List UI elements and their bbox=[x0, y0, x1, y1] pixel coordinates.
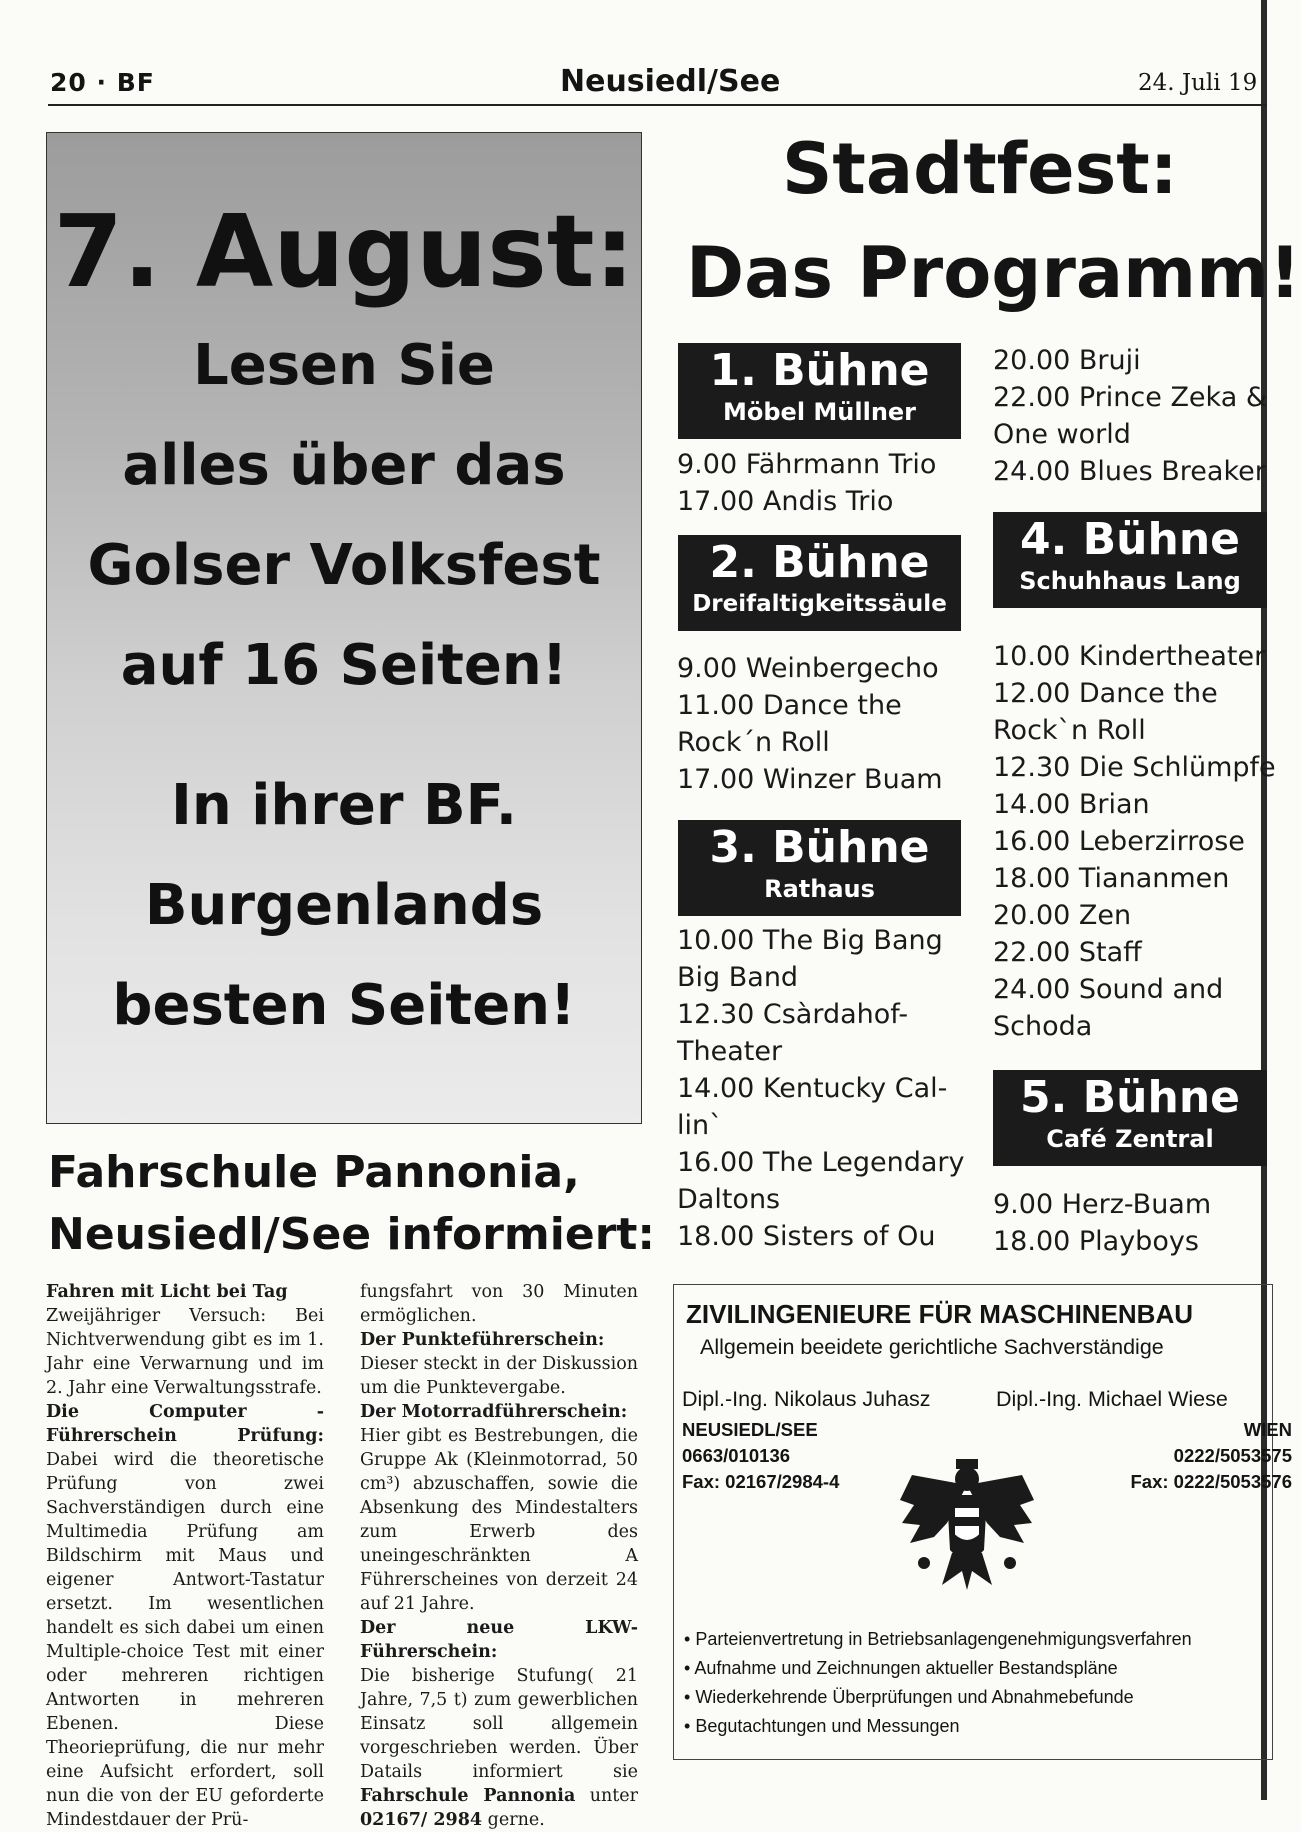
stage-name: 3. Bühne bbox=[709, 822, 930, 873]
school-phone: 02167/ 2984 bbox=[360, 1810, 483, 1830]
act-item: 10.00 Kindertheater bbox=[993, 641, 1266, 672]
act-item: Big Band bbox=[677, 962, 799, 993]
advert-line: Burgenlands bbox=[144, 873, 544, 938]
headline-line: Fahrschule Pannonia, bbox=[48, 1147, 580, 1198]
act-item: 17.00 Winzer Buam bbox=[677, 764, 943, 795]
engineer-name: Dipl.-Ing. Nikolaus Juhasz bbox=[682, 1387, 931, 1411]
stage-name: 1. Bühne bbox=[709, 345, 930, 396]
advert-line: auf 16 Seiten! bbox=[120, 633, 568, 698]
paragraph: Zweijähriger Versuch: Bei Nichtverwendung gibt es im 1. Jahr eine Verwarnung und im 2. Jahr eine Verwaltungsstrafe. bbox=[46, 1306, 324, 1398]
act-item: 14.00 Kentucky Cal- bbox=[677, 1073, 948, 1104]
engineer-contact bbox=[682, 1417, 839, 1495]
contact-city: WIEN bbox=[1243, 1419, 1292, 1440]
act-item: 24.00 Blues Breaker bbox=[993, 456, 1266, 487]
act-item: Theater bbox=[677, 1036, 783, 1067]
paragraph: Hier gibt es Bestrebungen, die Gruppe Ak (Kleinmotorrad, 50 cm³) abzuschaffen, sowie die Absenkung des Mindestalters zum Erwerb des uneingeschränkten A Führerscheines von derzeit 24 auf 21 Jahre. bbox=[360, 1426, 638, 1614]
austrian-eagle-icon bbox=[892, 1445, 1042, 1595]
contact-phone: 0222/5053575 bbox=[1173, 1445, 1292, 1466]
act-item: 16.00 The Legendary bbox=[677, 1147, 965, 1178]
advert-heading: ZIVILINGENIEURE FÜR MASCHINENBAU bbox=[686, 1299, 1194, 1329]
subheading: Die Computer - Führerschein Prüfung: bbox=[46, 1402, 324, 1446]
paragraph: Dieser steckt in der Diskussion um die Punktevergabe. bbox=[360, 1354, 638, 1398]
act-item: 20.00 Bruji bbox=[993, 345, 1141, 376]
issue-date: 24. Juli 19 bbox=[1138, 70, 1258, 96]
headline-line: Neusiedl/See informiert: bbox=[48, 1209, 656, 1260]
act-item: 10.00 The Big Bang bbox=[677, 925, 943, 956]
engineer-name: Dipl.-Ing. Michael Wiese bbox=[996, 1387, 1228, 1411]
subheading: Der neue LKW-Führerschein: bbox=[360, 1618, 638, 1662]
act-item: Rock`n Roll bbox=[993, 715, 1146, 746]
volksfest-advert bbox=[46, 132, 642, 1124]
stage-name: 5. Bühne bbox=[1020, 1072, 1240, 1123]
stage-2-box bbox=[678, 535, 961, 631]
paragraph: fungsfahrt von 30 Minuten ermöglichen. bbox=[360, 1282, 638, 1326]
header-rule bbox=[48, 104, 1267, 106]
subheading: Der Punkteführerschein: bbox=[360, 1330, 605, 1350]
act-item: 22.00 Staff bbox=[993, 937, 1142, 968]
article-column-2 bbox=[360, 1280, 638, 1832]
list-item: • Parteienvertretung in Betriebsanlagengenehmigungsverfahren bbox=[684, 1625, 1192, 1654]
contact-fax: Fax: 02167/2984-4 bbox=[682, 1471, 840, 1492]
advert-line: Golser Volksfest bbox=[87, 533, 601, 598]
act-item: Schoda bbox=[993, 1011, 1093, 1042]
stage-name: 2. Bühne bbox=[709, 537, 930, 588]
contact-city: NEUSIEDL/SEE bbox=[682, 1419, 818, 1440]
stage-5-acts bbox=[993, 1186, 1211, 1260]
stage-4-box bbox=[993, 512, 1267, 608]
act-item: 11.00 Dance the bbox=[677, 690, 902, 721]
act-item: lin` bbox=[677, 1110, 723, 1141]
act-item: 14.00 Brian bbox=[993, 789, 1150, 820]
list-item: • Wiederkehrende Überprüfungen und Abnahmebefunde bbox=[684, 1683, 1192, 1712]
stage-location: Möbel Müllner bbox=[722, 398, 917, 426]
stage-name: 4. Bühne bbox=[1020, 514, 1240, 565]
stage-5-box bbox=[993, 1070, 1267, 1166]
article-column-1 bbox=[46, 1280, 324, 1832]
stage-location: Café Zentral bbox=[1046, 1125, 1214, 1153]
services-list bbox=[684, 1625, 1192, 1741]
advert-line: alles über das bbox=[122, 433, 566, 498]
list-item: • Aufnahme und Zeichnungen aktueller Bestandspläne bbox=[684, 1654, 1192, 1683]
advert-subheading: Allgemein beeidete gerichtliche Sachverständige bbox=[700, 1335, 1164, 1359]
stage-3-acts bbox=[677, 922, 964, 1255]
program-title: Stadtfest: bbox=[782, 128, 1178, 210]
act-item: 22.00 Prince Zeka & bbox=[993, 382, 1267, 413]
engineer-contact bbox=[1131, 1417, 1293, 1495]
act-item: 12.30 Die Schlümpfe bbox=[993, 752, 1276, 783]
act-item: 17.00 Andis Trio bbox=[677, 486, 894, 517]
subheading: Fahren mit Licht bei Tag bbox=[46, 1282, 288, 1302]
stage-4-early-acts bbox=[993, 342, 1267, 490]
act-item: 9.00 Herz-Buam bbox=[993, 1189, 1212, 1220]
subheading: Der Motorradführerschein: bbox=[360, 1402, 628, 1422]
page-number-label: 20 · BF bbox=[50, 68, 155, 97]
program-subtitle: Das Programm! bbox=[686, 232, 1301, 314]
list-item: • Begutachtungen und Messungen bbox=[684, 1712, 1192, 1741]
paragraph: Die bisherige Stufung( 21 Jahre, 7,5 t) zum gewerblichen Einsatz soll allgemein vorgeschrieben werden. Über Datails informiert sie bbox=[360, 1666, 638, 1782]
section-title: Neusiedl/See bbox=[560, 64, 781, 99]
advert-line: besten Seiten! bbox=[112, 973, 576, 1038]
stage-location: Schuhhaus Lang bbox=[1019, 567, 1241, 595]
contact-phone: 0663/010136 bbox=[682, 1445, 791, 1466]
stage-3-box bbox=[678, 820, 961, 916]
act-item: 16.00 Leberzirrose bbox=[993, 826, 1245, 857]
act-item: 9.00 Weinbergecho bbox=[677, 653, 939, 684]
act-item: One world bbox=[993, 419, 1131, 450]
stage-1-acts bbox=[677, 446, 936, 520]
advert-line: Lesen Sie bbox=[193, 333, 495, 398]
paragraph: Dabei wird die theoretische Prüfung von zwei Sachverständigen durch eine Multimedia Prüfung am Bildschirm mit Maus und eigener Antwort-Tastatur ersetzt. Im wesentlichen handelt es sich dabei um einen Multiple-choice Test mit einer oder mehreren richtigen Antworten in mehreren Ebenen. Diese Theorieprüfung, die nur mehr eine Aufsicht erfordert, soll nun die von der EU geforderte Mindestdauer der Prü- bbox=[46, 1450, 324, 1830]
contact-fax: Fax: 0222/5053576 bbox=[1130, 1471, 1292, 1492]
act-item: 12.00 Dance the bbox=[993, 678, 1218, 709]
stage-location: Rathaus bbox=[764, 875, 875, 903]
act-item: 24.00 Sound and bbox=[993, 974, 1224, 1005]
paragraph: gerne. bbox=[482, 1810, 545, 1830]
act-item: 9.00 Fährmann Trio bbox=[677, 449, 937, 480]
act-item: 18.00 Playboys bbox=[993, 1226, 1199, 1257]
act-item: Daltons bbox=[677, 1184, 781, 1215]
advert-headline: 7. August: bbox=[53, 193, 635, 310]
act-item: 18.00 Sisters of Ou bbox=[677, 1221, 936, 1252]
act-item: 12.30 Csàrdahof- bbox=[677, 999, 909, 1030]
school-name: Fahrschule Pannonia bbox=[360, 1786, 576, 1806]
stage-location: Dreifaltigkeitssäule bbox=[692, 591, 947, 617]
paragraph: unter bbox=[575, 1786, 639, 1806]
act-item: 20.00 Zen bbox=[993, 900, 1132, 931]
advert-line: In ihrer BF. bbox=[171, 773, 517, 838]
stage-4-acts bbox=[993, 638, 1276, 1045]
act-item: 18.00 Tiananmen bbox=[993, 863, 1230, 894]
engineers-advert bbox=[673, 1284, 1292, 1760]
stage-2-acts bbox=[677, 650, 943, 798]
stage-1-box bbox=[678, 343, 961, 439]
act-item: Rock´n Roll bbox=[677, 727, 830, 758]
fahrschule-headline bbox=[48, 1142, 655, 1266]
